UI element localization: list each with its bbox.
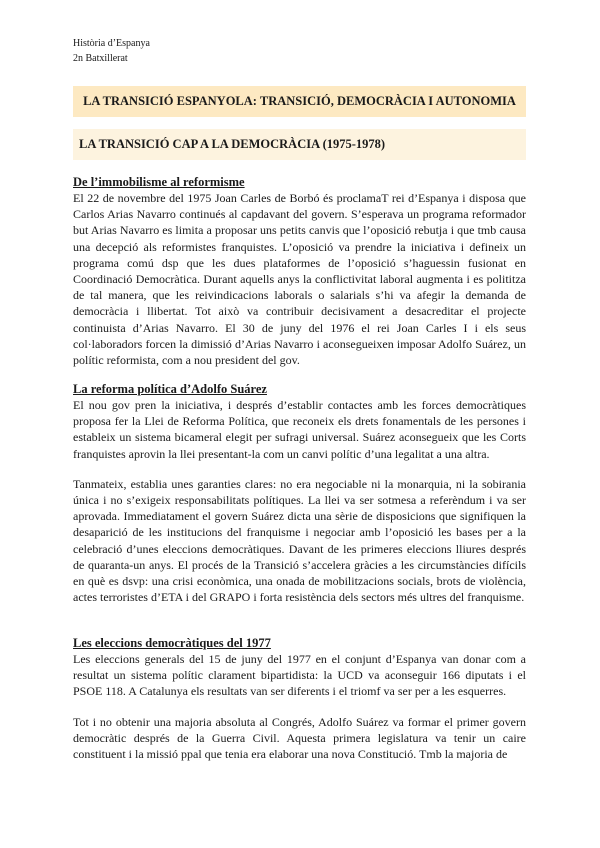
section-immobilisme <box>73 174 526 368</box>
section-heading: La reforma política d’Adolfo Suárez <box>73 382 267 396</box>
paragraph: El nou gov pren la iniciativa, i després d’establir contactes amb les forces democràtiques proposa fer la Llei de Reforma Política, que reconeix els drets fonamentals de les persones i estableix un sistema bicameral elegit per sufragi universal. Suárez aconsegueix que les Corts franquistes aprovin la llei presentant-la com un canvi polític d’una legalitat a una altra. <box>73 398 526 461</box>
section-eleccions-1977 <box>73 635 526 762</box>
chapter-title <box>73 129 526 160</box>
document-title-text: LA TRANSICIÓ ESPANYOLA: TRANSICIÓ, DEMOCRÀCIA I AUTONOMIA <box>83 94 516 108</box>
section-heading: Les eleccions democràtiques del 1977 <box>73 636 271 650</box>
section-reforma-politica <box>73 381 526 605</box>
page-header <box>73 36 150 66</box>
paragraph: Tot i no obtenir una majoria absoluta al Congrés, Adolfo Suárez va formar el primer govern democràtic després de la Guerra Civil. Aquesta primera legislatura va tenir un caire constituent i la missió ppal que tenia era elaborar una nova Constitució. Tmb la majoria de <box>73 714 526 762</box>
header-course: 2n Batxillerat <box>73 53 128 64</box>
paragraph: El 22 de novembre del 1975 Joan Carles de Borbó és proclamaT rei d’Espanya i disposa que Carlos Arias Navarro continués al capdavant del govern. S’esperava un programa reformador but Arias Navarro es limita a proposar uns petits canvis que l’oposició rebutja i que tmb causa una decepció als reformistes franquistes. L’oposició va prendre la iniciativa i defineix un programa comú dsp que les dues plataformes de l’oposició s’haguessin fusionat en Coordinació Democràtica. Durant aquells anys la conflictivitat laboral augmenta i es polititza de tal manera, que les reivindicacions laborals o salarials s’hi va afegir la demanda de democràcia i llibertat. Tot això va contribuir decisivament a desacreditar el projecte continuista d’Arias Navarro. El 30 de juny del 1976 el rei Joan Carles I i els seus col·laboradors forcen la dimissió d’Arias Navarro i aconsegueixen imposar Adolfo Suárez, un polític reformista, com a nou president del gov. <box>73 191 526 368</box>
paragraph: Les eleccions generals del 15 de juny del 1977 en el conjunt d’Espanya van donar com a resultat un sistema polític clarament bipartidista: la UCD va aconseguir 166 diputats i el PSOE 118. A Catalunya els resultats van ser diferents i el triomf va ser per a les esquerres. <box>73 652 526 699</box>
header-subject: Història d’Espanya <box>73 38 150 49</box>
section-heading: De l’immobilisme al reformisme <box>73 175 245 189</box>
paragraph: Tanmateix, establia unes garanties clares: no era negociable ni la monarquia, ni la sobirania única i no s’exigeix responsabilitats polítiques. La llei va ser sotmesa a referèndum i va ser aprovada. Immediatament el govern Suárez dicta una sèrie de disposicions que signifiquen la desaparició de les institucions del franquisme i negociar amb l’oposició les bases per a la celebració d’unes eleccions democràtiques. Davant de les primeres eleccions lliures després de quaranta-un anys. El procés de la Transició s’accelera gràcies a les circumstàncies difícils en què es dsvp: una crisi econòmica, una onada de mobilitzacions socials, brots de violència, actes terroristes d’ETA i del GRAPO i forta resistència dels sectors més ultres del franquisme. <box>73 476 526 605</box>
chapter-title-text: LA TRANSICIÓ CAP A LA DEMOCRÀCIA (1975-1978) <box>79 137 386 151</box>
document-title <box>73 86 526 117</box>
